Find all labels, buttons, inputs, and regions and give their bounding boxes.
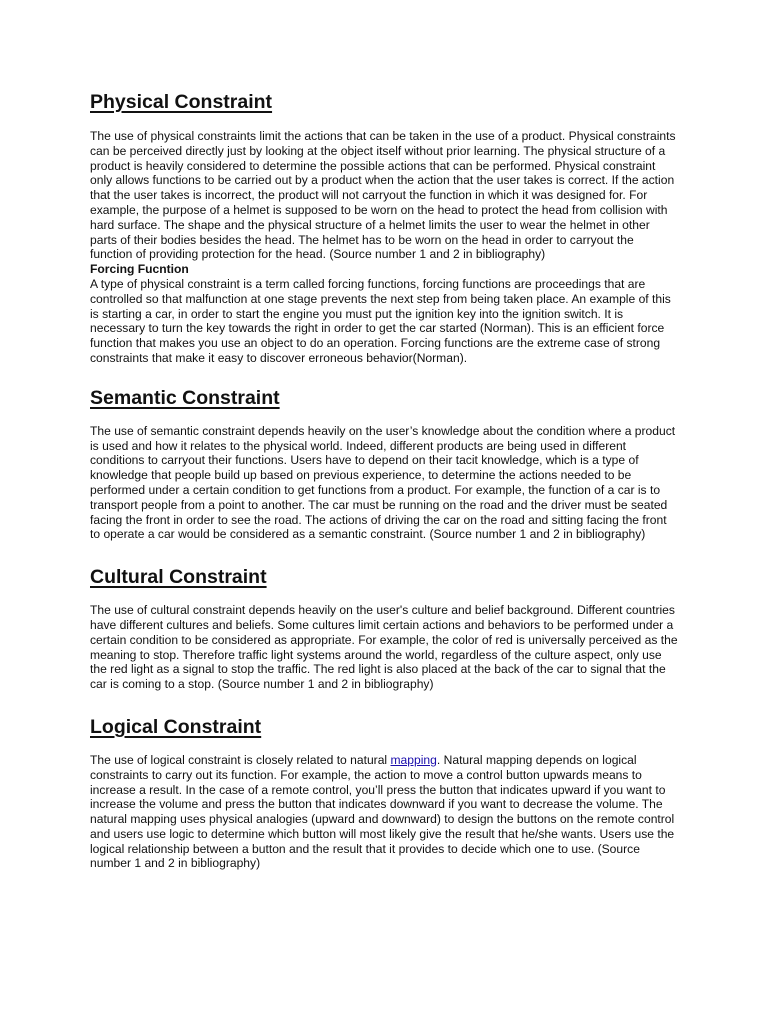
paragraph-cultural-constraint: The use of cultural constraint depends heavily on the user's culture and belief background. Different countries have different cultures and beliefs. Some cultures limit certain actions and behaviors to be performed under a certain condition to be considered as appropriate. For example, the color of red is universally perceived as the meaning to stop. Therefore traffic light systems around the world, regardless of the culture aspect, only use the red light as a signal to stop the traffic. The red light is also placed at the back of the car to signal that the car is coming to a stop. (Source number 1 and 2 in bibliography) [90,603,678,692]
heading-semantic-constraint: Semantic Constraint [90,386,280,409]
heading-logical-constraint: Logical Constraint [90,715,262,738]
mapping-link[interactable]: mapping [390,752,437,767]
paragraph-physical-constraint: The use of physical constraints limit the actions that can be taken in the use of a product. Physical constraints can be perceived directly just by looking at the object itself without prior learning. The physical structure of a product is heavily considered to determine the possible actions that can be performed. Physical constraint only allows functions to be carried out by a product when the action that the user takes is correct. If the action that the user takes is incorrect, the product will not carryout the function in which it was designed for. For example, the purpose of a helmet is supposed to be worn on the head to protect the head from collision with hard surface. The shape and the physical structure of a helmet limits the user to wear the helmet in other parts of their bodies besides the head. The helmet has to be worn on the head in order to carryout the function of providing protection for the head. (Source number 1 and 2 in bibliography) [90,129,676,262]
paragraph-text-before-link: The use of logical constraint is closely related to natural [90,752,391,767]
paragraph-logical-constraint [90,753,678,871]
paragraph-forcing-function: A type of physical constraint is a term called forcing functions, forcing functions are proceedings that are controlled so that malfunction at one stage prevents the next step from being taken place. An example of this is starting a car, in order to start the engine you must put the ignition key into the ignition switch. It is necessary to turn the key towards the right in order to get the car started (Norman). This is an efficient force function that makes you use an object to do an operation. Forcing functions are the extreme case of strong constraints that make it easy to discover erroneous behavior(Norman). [90,276,671,365]
subheading-forcing-function: Forcing Fucntion [90,262,189,277]
paragraph-text-after-link: . Natural mapping depends on logical constraints to carry out its function. For example, the action to move a control button upwards means to increase a result. In the case of a remote control, you’ll press the button that indicates upward if you want to increase the volume and press the button that indicates downward if you want to decrease the volume. The natural mapping uses physical analogies (upward and downward) to design the buttons on the remote control and users use logic to determine which button will most likely give the result that he/she wants. Users use the logical relationship between a button and the result that it provides to decide which one to use. (Source number 1 and 2 in bibliography) [90,752,675,871]
heading-physical-constraint: Physical Constraint [90,91,273,113]
paragraph-semantic-constraint: The use of semantic constraint depends heavily on the user’s knowledge about the condition where a product is used and how it relates to the physical world. Indeed, different products are being used in different conditions to carryout their functions. Users have to depend on their tacit knowledge, which is a type of knowledge that people build up based on previous experience, to determine the actions needed to be performed under a certain condition to get functions from a product. For example, the function of a car is to transport people from a point to another. The car must be running on the road and the driver must be seated facing the front in order to see the road. The actions of driving the car on the road and sitting facing the front to operate a car would be considered as a semantic constraint. (Source number 1 and 2 in bibliography) [90,423,676,542]
document-page [90,90,678,871]
heading-cultural-constraint: Cultural Constraint [90,566,267,589]
